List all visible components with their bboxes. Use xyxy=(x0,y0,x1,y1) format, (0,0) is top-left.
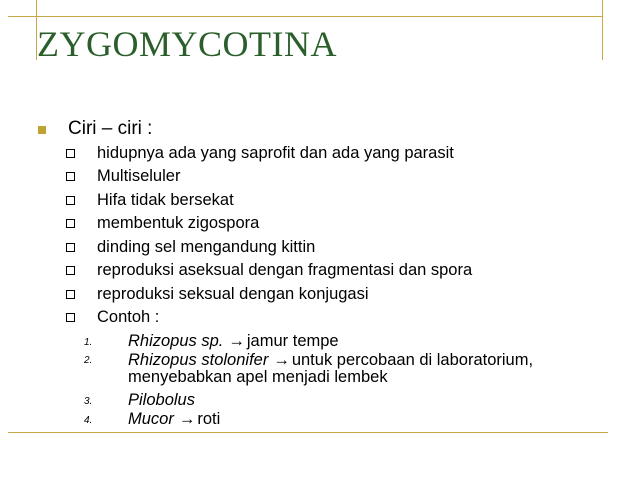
sub-bullet: membentuk zigospora xyxy=(97,214,260,232)
sub-bullet: dinding sel mengandung kittin xyxy=(97,238,316,256)
example-name: Rhizopus sp. xyxy=(128,332,224,350)
main-bullet: Ciri – ciri : xyxy=(68,118,153,139)
slide-title: ZYGOMYCOTINA xyxy=(37,24,337,64)
example-name: Pilobolus xyxy=(128,391,195,409)
example-item xyxy=(128,410,220,429)
example-desc: roti xyxy=(197,410,221,428)
square-bullet-icon xyxy=(38,126,46,134)
arrow-right-icon: → xyxy=(273,351,290,369)
checkbox-bullet-icon xyxy=(66,290,75,299)
checkbox-bullet-icon xyxy=(66,243,75,252)
right-rule xyxy=(602,0,603,60)
sub-bullet: Contoh : xyxy=(97,308,160,326)
sub-bullet: reproduksi aseksual dengan fragmentasi dan spora xyxy=(97,261,473,279)
checkbox-bullet-icon xyxy=(66,266,75,275)
sub-bullet: Multiseluler xyxy=(97,167,181,185)
example-name: Rhizopus stolonifer xyxy=(128,351,269,369)
sub-bullet: Hifa tidak bersekat xyxy=(97,191,234,209)
sub-bullet: reproduksi seksual dengan konjugasi xyxy=(97,285,369,303)
checkbox-bullet-icon xyxy=(66,219,75,228)
list-number: 4. xyxy=(84,415,93,426)
example-item xyxy=(128,391,195,410)
example-desc: jamur tempe xyxy=(246,332,339,350)
sub-bullet: hidupnya ada yang saprofit dan ada yang parasit xyxy=(97,144,454,162)
example-desc-continued: menyebabkan apel menjadi lembek xyxy=(128,368,388,386)
arrow-right-icon: → xyxy=(178,410,196,428)
checkbox-bullet-icon xyxy=(66,313,75,322)
example-desc: untuk percobaan di laboratorium, xyxy=(291,351,534,369)
example-name: Mucor xyxy=(128,410,174,428)
list-number: 1. xyxy=(84,337,93,348)
top-rule xyxy=(8,16,602,17)
checkbox-bullet-icon xyxy=(66,172,75,181)
checkbox-bullet-icon xyxy=(66,149,75,158)
example-item xyxy=(128,332,339,351)
bottom-rule xyxy=(8,432,608,433)
checkbox-bullet-icon xyxy=(66,196,75,205)
list-number: 2. xyxy=(84,355,93,366)
list-number: 3. xyxy=(84,396,93,407)
arrow-right-icon: → xyxy=(228,332,245,350)
